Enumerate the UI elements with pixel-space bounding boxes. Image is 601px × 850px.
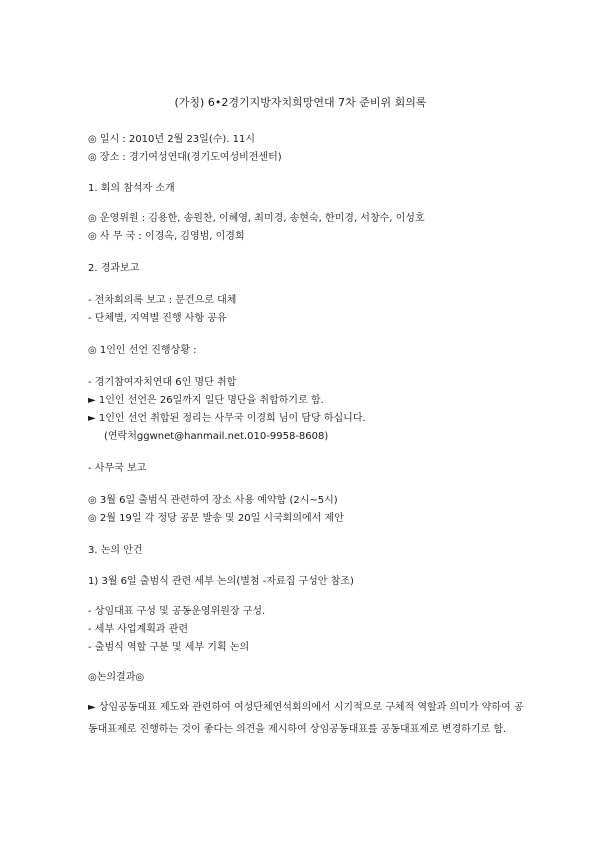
- protest-item: ► 1인인 선언 취합된 정리는 사무국 이경희 님이 담당 하십니다.: [88, 413, 366, 424]
- result-heading: ◎논의결과◎: [88, 672, 145, 683]
- meeting-place: ◎ 장소 : 경기여성연대(경기도여성비전센터): [88, 152, 282, 163]
- agenda-item: - 상임대표 구성 및 공동운영위원장 구성.: [88, 606, 266, 617]
- attendees-committee: ◎ 운영위원 : 김용한, 송원찬, 이혜영, 최미경, 송현숙, 한미경, 서창수, 이성호: [88, 213, 425, 224]
- protest-item: ► 1인인 선언은 26일까지 일단 명단을 취합하기로 함.: [88, 395, 324, 406]
- report-item: - 단체별, 지역별 진행 사항 공유: [88, 313, 227, 324]
- result-text: ► 상임공동대표 제도와 관련하여 여성단체연석회의에서 시기적으로 구체적 역할과 의미가 약하여 공동대표제로 진행하는 것이 좋다는 의견을 제시하여 상임공동대표를 공동대표제로 변경하기로 함.: [88, 702, 524, 735]
- section-1-heading: 1. 회의 참석자 소개: [88, 183, 175, 194]
- agenda-topic: 1) 3월 6일 출범식 관련 세부 논의(별첨 -자료집 구성안 참조): [88, 576, 354, 587]
- agenda-item: - 세부 사업계획과 관련: [88, 624, 189, 635]
- document-title: (가칭) 6•2경기지방자치희망연대 7차 준비위 회의록: [174, 96, 427, 109]
- attendees-secretariat: ◎ 사 무 국 : 이경옥, 김영범, 이경희: [88, 231, 245, 242]
- section-2-heading: 2. 경과보고: [88, 263, 140, 274]
- protest-item: - 경기참여자치연대 6인 명단 취합: [88, 377, 237, 388]
- section-3-heading: 3. 논의 안건: [88, 545, 143, 556]
- office-report-heading: - 사무국 보고: [88, 463, 147, 474]
- agenda-item: - 출범식 역할 구분 및 세부 기획 논의: [88, 642, 250, 653]
- meeting-date: ◎ 일시 : 2010년 2월 23일(수). 11시: [88, 134, 256, 145]
- office-report-item: ◎ 2월 19일 각 정당 공문 발송 및 20일 시국회의에서 제안: [88, 513, 344, 524]
- office-report-item: ◎ 3월 6일 출범식 관련하여 장소 사용 예약함 (2시~5시): [88, 495, 338, 506]
- contact-info: (연락처ggwnet@hanmail.net.010-9958-8608): [104, 431, 329, 442]
- protest-heading: ◎ 1인인 선언 진행상황 :: [88, 345, 197, 356]
- report-item: - 전차회의록 보고 : 문건으로 대체: [88, 295, 237, 306]
